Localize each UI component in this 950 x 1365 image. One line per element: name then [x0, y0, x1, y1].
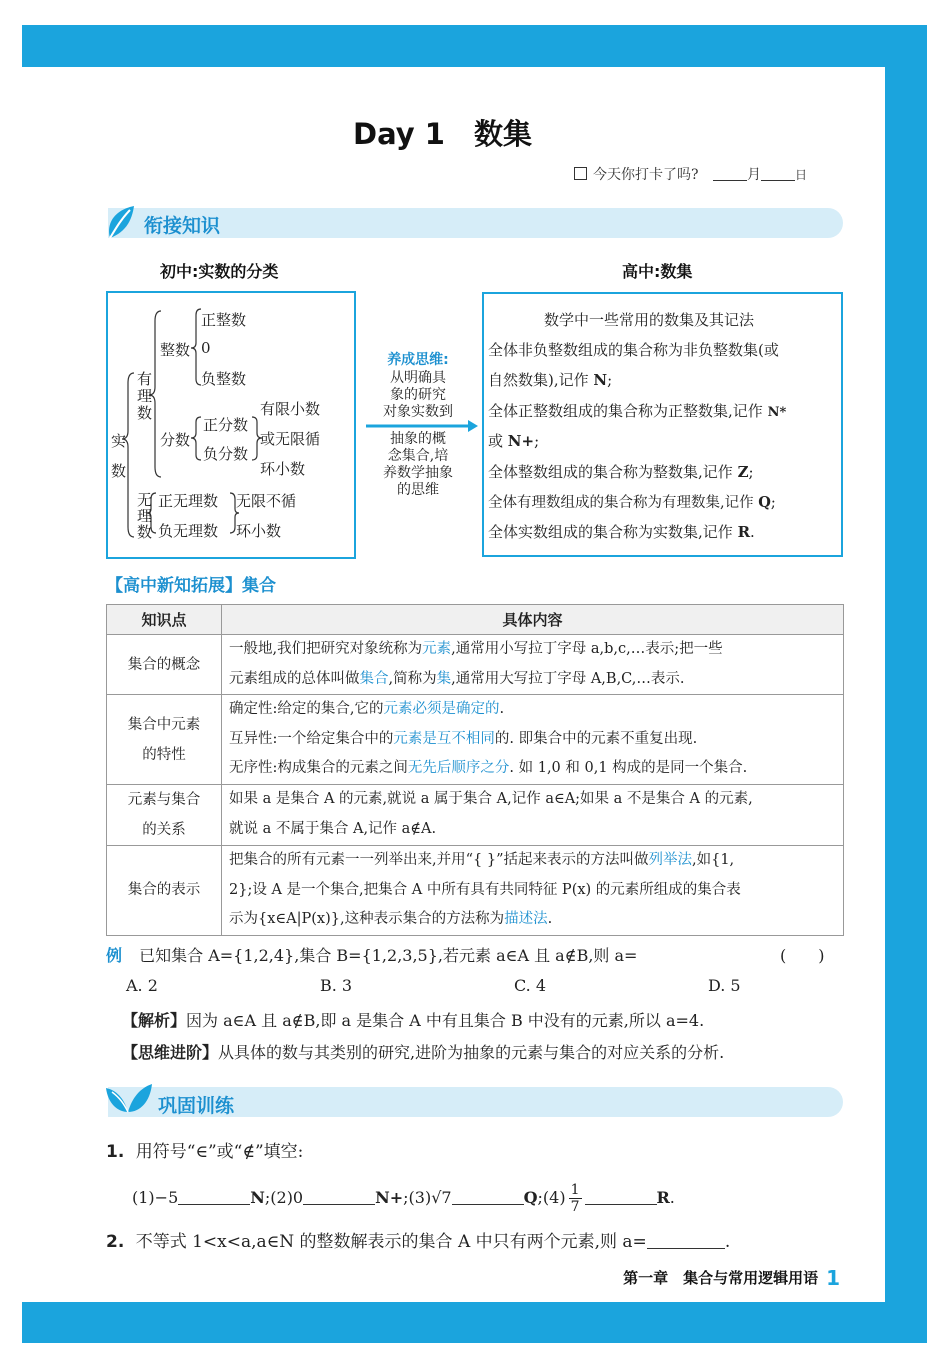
tree-zhengzhengshu: 正整数 [201, 311, 247, 329]
tree-li: 理 [137, 387, 153, 405]
arrow-bottom-line-2: 念集合,培 [387, 448, 449, 464]
top-frame-band [22, 25, 927, 67]
analysis: 【解析】因为 a∈A 且 a∉B,即 a 是集合 A 中有且集合 B 中没有的元素,所以 a=4. [122, 1011, 705, 1030]
tree-zhengfenshu: 正分数 [203, 416, 249, 434]
number-sets-line: 全体整数组成的集合称为整数集,记作 Z; [488, 463, 754, 481]
tree-shu2: 数 [137, 404, 153, 422]
answer-blank[interactable] [178, 1204, 250, 1205]
left-heading: 初中:实数的分类 [160, 262, 279, 281]
expansion-title: 【高中新知拓展】集合 [106, 576, 276, 596]
fraction: $\frac{1}{7}$ [570, 1182, 580, 1215]
number-sets-line: 全体实数组成的集合称为实数集,记作 R. [488, 523, 755, 541]
tree-fenshu: 分数 [160, 431, 191, 449]
day-label: 日 [794, 168, 807, 182]
day-blank[interactable] [761, 180, 795, 181]
table-row [107, 635, 844, 695]
question-1: 1. 用符号“∈”或“∉”填空: [106, 1142, 304, 1162]
arrow-top-line-1: 从明确具 [390, 370, 446, 386]
checkin-line [574, 164, 807, 184]
option-a[interactable]: A. 2 [126, 976, 158, 995]
example-question: 例 已知集合 A={1,2,4},集合 B={1,2,3,5},若元素 a∈A 且 a∉B,则 a= [106, 946, 638, 965]
tree-wuxian1: 无限不循 [236, 492, 297, 510]
question-1-blanks: (1)−5 N;(2)0 N+;(3)√7 Q;(4) $\frac{1}{7}$ R. [132, 1182, 675, 1215]
table-row [107, 784, 844, 845]
chapter-footer: 第一章 集合与常用逻辑用语 1 [623, 1266, 840, 1290]
number-sets-line: 全体正整数组成的集合称为正整数集,记作 N* [488, 402, 787, 420]
option-c[interactable]: C. 4 [514, 976, 547, 995]
option-b[interactable]: B. 3 [320, 976, 353, 995]
tree-wuxian2: 环小数 [236, 522, 282, 540]
right-frame-band [885, 25, 927, 1343]
example-label: 例 [106, 946, 123, 965]
row-content: 把集合的所有元素一一列举出来,并用“{ }”括起来表示的方法叫做列举法,如{1, 2};设 A 是一个集合,把集合 A 中所有具有共同特征 P(x) 的元素所组成的集合表 示为{x∈A|P(x)},这种表示集合的方法称为描述法. [222, 845, 844, 935]
tree-shi: 实 [111, 432, 127, 450]
tree-youxian2: 或无限循 [260, 430, 321, 448]
section-title-bridge: 衔接知识 [144, 215, 221, 237]
tree-zhengwuli: 正无理数 [158, 492, 219, 510]
number-sets-box [482, 292, 843, 557]
table-row [107, 845, 844, 935]
month-blank[interactable] [713, 180, 747, 181]
tree-zero: 0 [201, 339, 211, 357]
number-sets-line: 或 N+; [488, 432, 540, 450]
option-d[interactable]: D. 5 [708, 976, 741, 995]
leaf-icon [104, 204, 138, 240]
row-content: 确定性:给定的集合,它的元素必须是确定的. 互异性:一个给定集合中的元素是互不相同的. 即集合中的元素不重复出现. 无序性:构成集合的元素之间无先后顺序之分. 如 1,0 和 0,1 构成的是同一个集合. [222, 695, 844, 785]
row-content: 一般地,我们把研究对象统称为元素,通常用小写拉丁字母 a,b,c,…表示;把一些 元素组成的总体叫做集合,简称为集,通常用大写拉丁字母 A,B,C,…表示. [222, 635, 844, 695]
tree-fuzhengshu: 负整数 [201, 370, 247, 388]
tree-fufenshu: 负分数 [203, 445, 249, 463]
tree-li2: 理 [137, 507, 153, 525]
arrow-label: 养成思维: [387, 352, 449, 368]
answer-blank[interactable] [585, 1204, 657, 1205]
arrow-bottom-line-1: 抽象的概 [390, 431, 446, 447]
question-2: 2. 不等式 1<x<a,a∈N 的整数解表示的集合 A 中只有两个元素,则 a= . [106, 1232, 731, 1252]
tree-fuwuli: 负无理数 [158, 522, 219, 540]
tree-zhengshu: 整数 [160, 341, 191, 359]
answer-bracket[interactable]: ( ) [780, 946, 825, 965]
tree-shu3: 数 [137, 523, 153, 541]
month-label: 月 [746, 167, 761, 183]
tree-shu: 数 [111, 462, 127, 480]
answer-blank[interactable] [452, 1204, 524, 1205]
arrow-bottom-line-3: 养数学抽象 [383, 465, 453, 481]
row-content: 如果 a 是集合 A 的元素,就说 a 属于集合 A,记作 a∈A;如果 a 不是集合 A 的元素, 就说 a 不属于集合 A,记作 a∉A. [222, 784, 844, 845]
page-number: 1 [826, 1266, 840, 1290]
number-sets-line: 全体非负整数组成的集合称为非负整数集(或 [488, 341, 779, 359]
row-key: 集合的概念 [107, 635, 222, 695]
row-key: 集合的表示 [107, 845, 222, 935]
bottom-frame-band [22, 1302, 927, 1343]
thinking-advance: 【思维进阶】从具体的数与其类别的研究,进阶为抽象的元素与集合的对应关系的分析. [122, 1043, 725, 1062]
answer-blank[interactable] [303, 1204, 375, 1205]
answer-blank[interactable] [647, 1248, 725, 1249]
arrow-bottom-line-4: 的思维 [397, 482, 439, 498]
tree-you: 有 [137, 370, 153, 388]
table-header: 具体内容 [222, 605, 844, 635]
checkin-text: 今天你打卡了吗? [593, 167, 699, 183]
page-title: Day 1 数集 [353, 117, 532, 151]
number-sets-line: 自然数集),记作 N; [488, 371, 613, 389]
arrow-top-line-3: 对象实数到 [383, 404, 453, 420]
right-heading: 高中:数集 [622, 262, 693, 281]
set-knowledge-table [106, 604, 844, 936]
butterfly-icon [104, 1082, 154, 1118]
row-key: 集合中元素 的特性 [107, 695, 222, 785]
tree-youxian3: 环小数 [260, 460, 306, 478]
table-header: 知识点 [107, 605, 222, 635]
table-row [107, 695, 844, 785]
checkin-checkbox[interactable] [574, 167, 587, 180]
tree-youxian1: 有限小数 [260, 400, 321, 418]
number-sets-line: 全体有理数组成的集合称为有理数集,记作 Q; [488, 494, 776, 511]
arrow-top-line-2: 象的研究 [390, 387, 446, 403]
section-title-practice: 巩固训练 [158, 1095, 235, 1117]
tree-wu: 无 [137, 491, 153, 509]
row-key: 元素与集合 的关系 [107, 784, 222, 845]
number-sets-heading: 数学中一些常用的数集及其记法 [544, 311, 755, 329]
